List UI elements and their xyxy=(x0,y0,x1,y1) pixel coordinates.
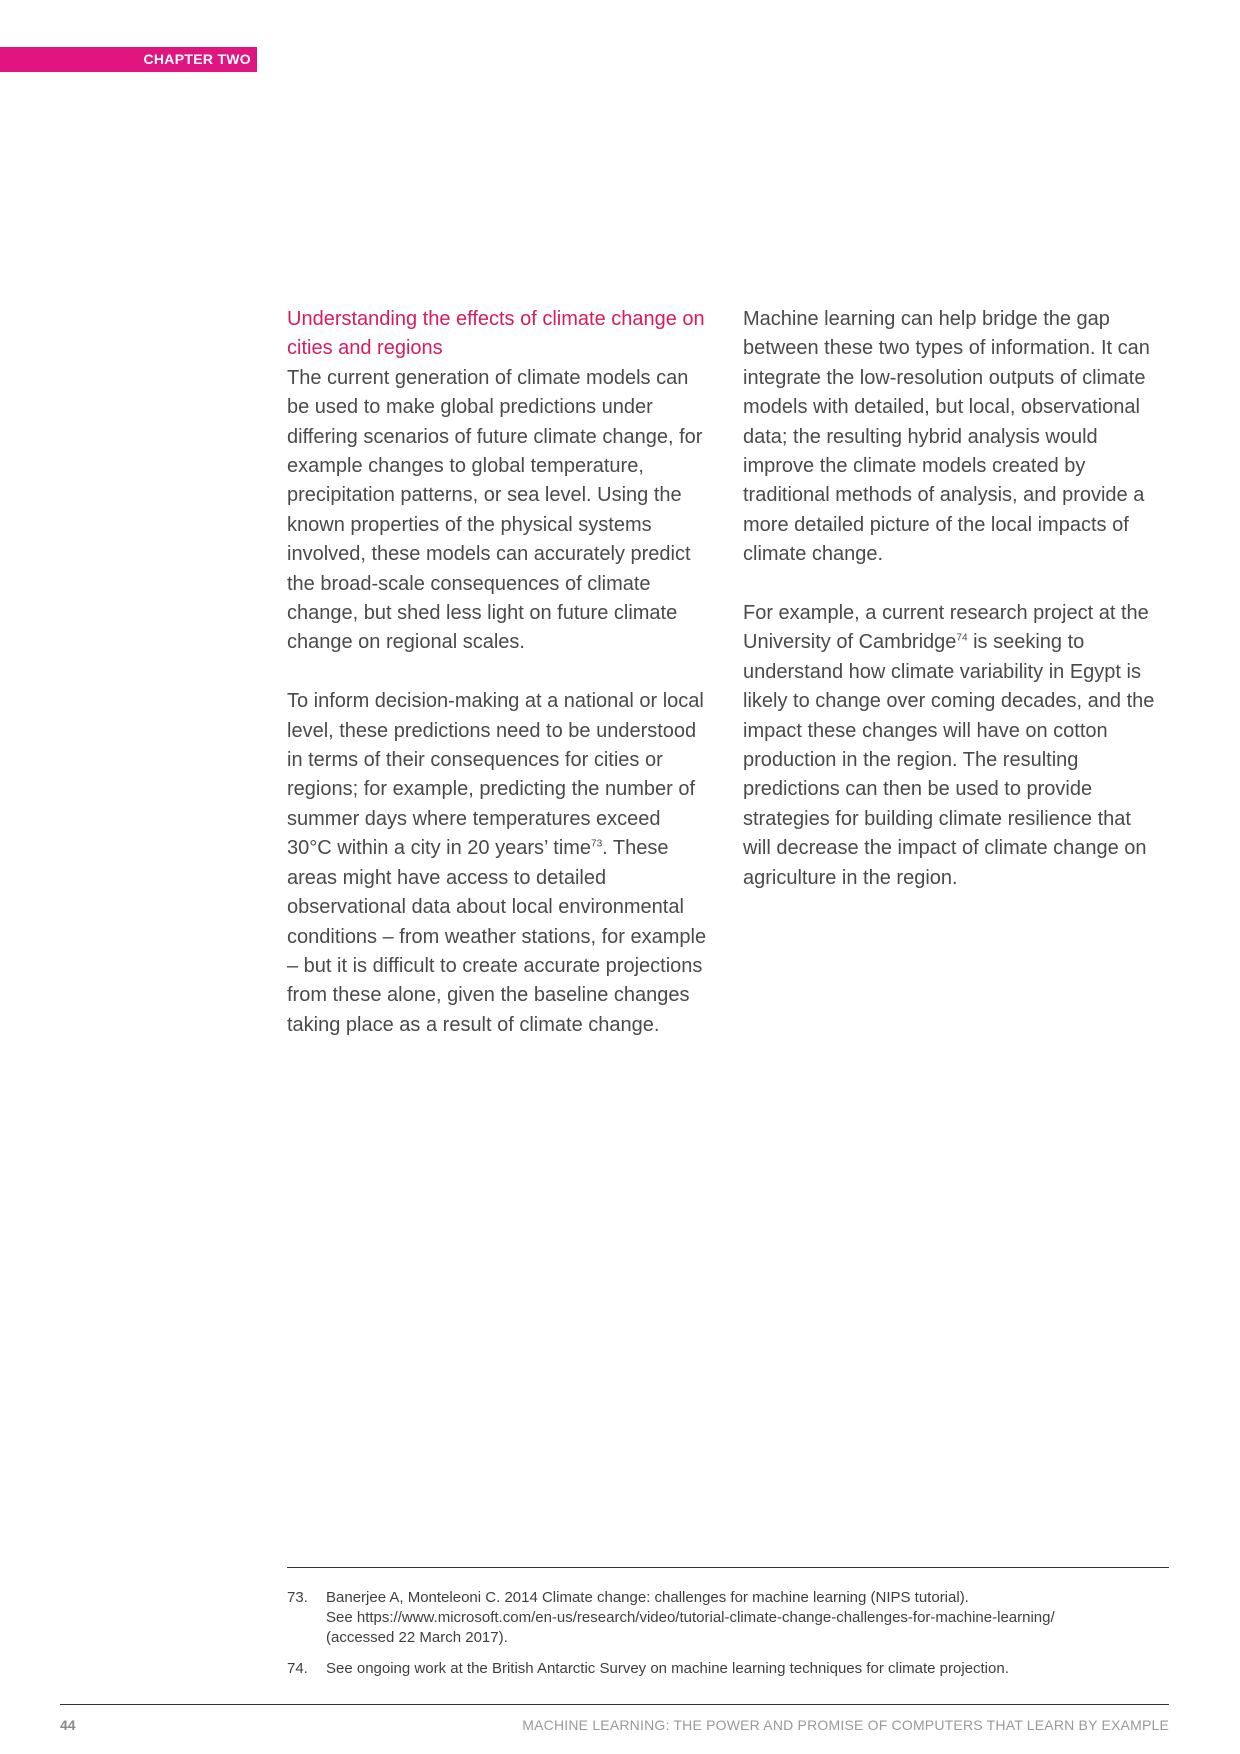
footer-divider xyxy=(60,1704,1169,1705)
footnote-link[interactable]: See https://www.microsoft.com/en-us/research/video/tutorial-climate-change-challenges-for-machine-learning/ xyxy=(326,1609,1055,1626)
footnote-text xyxy=(326,1659,1169,1679)
body-paragraph xyxy=(287,687,707,1040)
right-column xyxy=(743,305,1163,893)
footnotes xyxy=(287,1588,1169,1690)
footnote-accessed: (accessed 22 March 2017). xyxy=(326,1629,508,1646)
body-paragraph xyxy=(743,599,1163,893)
body-paragraph: The current generation of climate models can be used to make global predictions under differing scenarios of future climate change, for example changes to global temperature, precipitation patterns, or sea level. Using the known properties of the physical systems involved, these models can accurately predict the broad-scale consequences of climate change, but shed less light on future climate change on regional scales. xyxy=(287,366,703,654)
footnote-ref[interactable]: 73 xyxy=(591,838,603,850)
body-text: For example, a current research project at the University of Cambridge xyxy=(743,602,1149,654)
chapter-label: CHAPTER TWO xyxy=(0,47,257,72)
body-text: . These areas might have access to detailed observational data about local environmental conditions – from weather stations, for example – but it is difficult to create accurate projections from these alone, given the baseline changes taking place as a result of climate change. xyxy=(287,837,707,1036)
footnote-citation: Banerjee A, Monteleoni C. 2014 Climate change: challenges for machine learning (NIPS tutorial). xyxy=(326,1589,969,1606)
section-heading: Understanding the effects of climate change on cities and regions xyxy=(287,308,705,360)
left-column xyxy=(287,305,707,1040)
body-paragraph: Machine learning can help bridge the gap between these two types of information. It can integrate the low-resolution outputs of climate models with detailed, but local, observational data; the resulting hybrid analysis would improve the climate models created by traditional methods of analysis, and provide a more detailed picture of the local impacts of climate change. xyxy=(743,308,1150,566)
body-text: To inform decision-making at a national or local level, these predictions need to be understood in terms of their consequences for cities or regions; for example, predicting the number of summer days where temperatures exceed 30°C within a city in 20 years’ time xyxy=(287,690,704,860)
footnote-citation: See ongoing work at the British Antarctic Survey on machine learning techniques for climate projection. xyxy=(326,1660,1009,1677)
footnote-item xyxy=(287,1588,1169,1648)
page-number: 44 xyxy=(60,1717,76,1733)
running-title: MACHINE LEARNING: THE POWER AND PROMISE OF COMPUTERS THAT LEARN BY EXAMPLE xyxy=(522,1717,1169,1733)
footnote-divider xyxy=(287,1567,1169,1568)
footnote-item xyxy=(287,1659,1169,1679)
footnote-ref[interactable]: 74 xyxy=(956,632,968,644)
footnote-number: 73. xyxy=(287,1589,308,1606)
footnote-text xyxy=(326,1588,1169,1648)
footnote-number: 74. xyxy=(287,1660,308,1677)
body-text: is seeking to understand how climate variability in Egypt is likely to change over coming decades, and the impact these changes will have on cotton production in the region. The resulting predictions can then be used to provide strategies for building climate resilience that will decrease the impact of climate change on agriculture in the region. xyxy=(743,631,1155,889)
